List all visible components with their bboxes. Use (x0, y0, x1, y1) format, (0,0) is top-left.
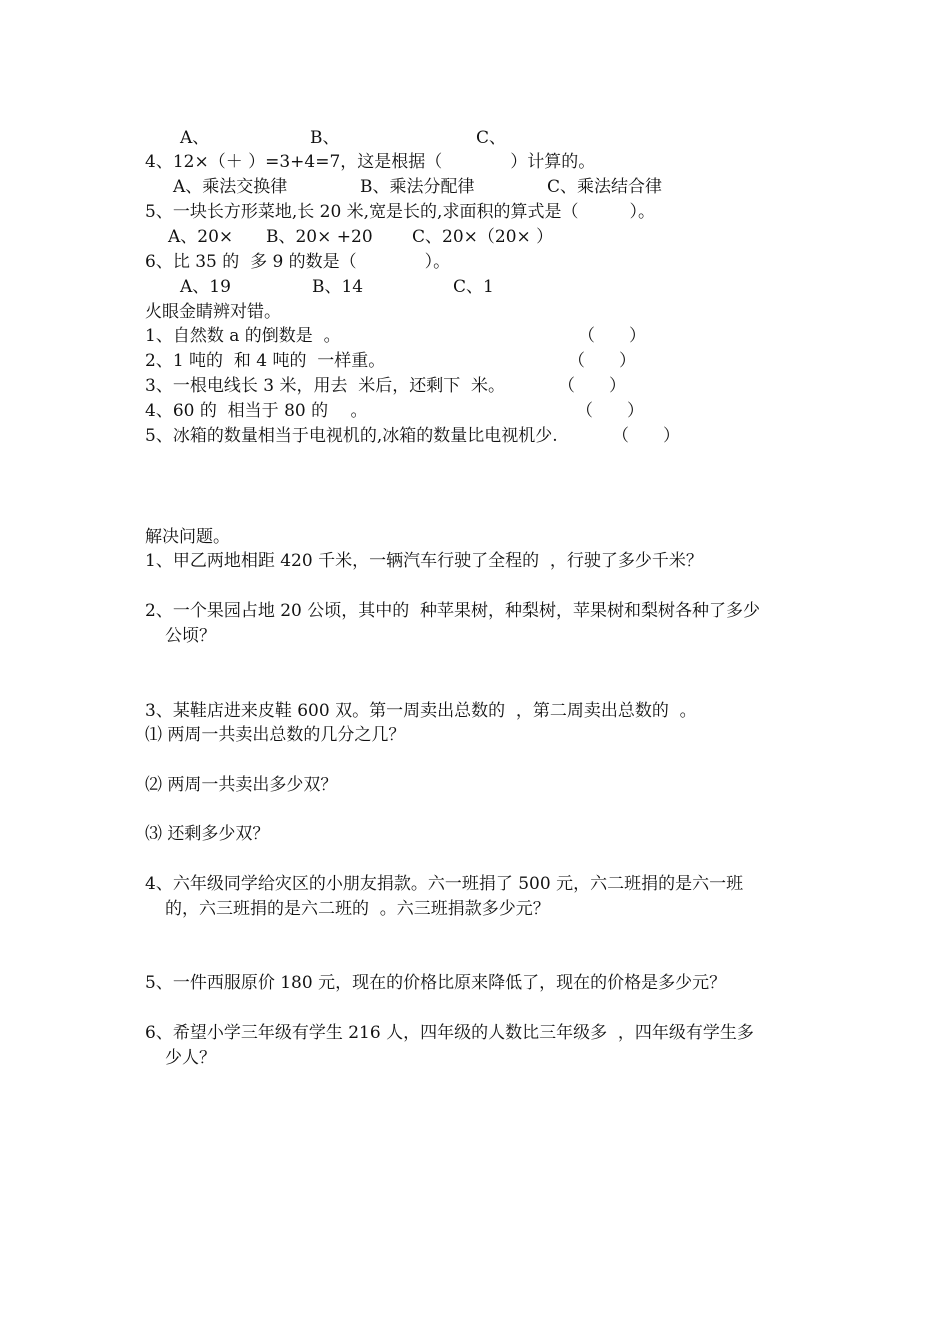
q6-option-c: C、1 (453, 277, 494, 297)
q5-option-c: C、20×（20× ） (412, 227, 554, 247)
q6-option-b: B、14 (312, 277, 364, 297)
solve-q3-sub2: ⑵ 两周一共卖出多少双？ (145, 775, 338, 795)
choice-q6: 6、比 35 的 多 9 的数是（ ）。 (145, 252, 451, 272)
judge-title: 火眼金睛辨对错。 (145, 302, 281, 322)
solve-q2-line1: 2、一个果园占地 20 公顷，其中的 种苹果树，种梨树，苹果树和梨树各种了多少 (145, 601, 761, 621)
judge-item-5-answer-paren: （ ） (612, 426, 680, 446)
judge-item-1-answer-paren: （ ） (578, 326, 646, 346)
judge-item-2: 2、1 吨的 和 4 吨的 一样重。 (145, 351, 386, 371)
solve-q4-line2: 的，六三班捐的是六二班的 。六三班捐款多少元？ (165, 899, 550, 919)
solve-title: 解决问题。 (145, 527, 230, 547)
judge-item-5: 5、冰箱的数量相当于电视机的,冰箱的数量比电视机少. (145, 426, 558, 446)
judge-item-4: 4、60 的 相当于 80 的 。 (145, 401, 368, 421)
solve-q3-sub1: ⑴ 两周一共卖出总数的几分之几？ (145, 725, 406, 745)
q5-option-b: B、20× +20 (266, 227, 373, 247)
q3-option-c: C、 (476, 128, 507, 148)
q4-option-a: A、乘法交换律 (173, 177, 288, 197)
judge-item-1: 1、自然数 a 的倒数是 。 (145, 326, 341, 346)
q4-option-b: B、乘法分配律 (360, 177, 475, 197)
q5-option-a: A、20× (168, 227, 234, 247)
judge-item-3: 3、一根电线长 3 米，用去 米后，还剩下 米。 (145, 376, 506, 396)
solve-q4-line1: 4、六年级同学给灾区的小朋友捐款。六一班捐了 500 元，六二班捐的是六一班 (145, 874, 744, 894)
solve-q3: 3、某鞋店进来皮鞋 600 双。第一周卖出总数的 ，第二周卖出总数的 。 (145, 701, 697, 721)
judge-item-2-answer-paren: （ ） (568, 351, 636, 371)
solve-q3-sub3: ⑶ 还剩多少双？ (145, 824, 270, 844)
judge-item-4-answer-paren: （ ） (576, 401, 644, 421)
solve-q6-line1: 6、希望小学三年级有学生 216 人，四年级的人数比三年级多 ，四年级有学生多 (145, 1023, 754, 1043)
solve-q5: 5、一件西服原价 180 元，现在的价格比原来降低了，现在的价格是多少元？ (145, 973, 727, 993)
q4-option-c: C、乘法结合律 (547, 177, 663, 197)
q6-option-a: A、19 (180, 277, 231, 297)
choice-q4: 4、12×（＋ ）=3+4=7，这是根据（ ）计算的。 (145, 152, 596, 172)
choice-q5: 5、一块长方形菜地,长 20 米,宽是长的,求面积的算式是（ ）。 (145, 202, 655, 222)
solve-q6-line2: 少人？ (165, 1048, 216, 1068)
solve-q2-line2: 公顷？ (165, 626, 216, 646)
judge-item-3-answer-paren: （ ） (558, 376, 626, 396)
q3-option-a: A、 (180, 128, 210, 148)
solve-q1: 1、甲乙两地相距 420 千米，一辆汽车行驶了全程的 ，行驶了多少千米？ (145, 551, 703, 571)
q3-option-b: B、 (310, 128, 340, 148)
